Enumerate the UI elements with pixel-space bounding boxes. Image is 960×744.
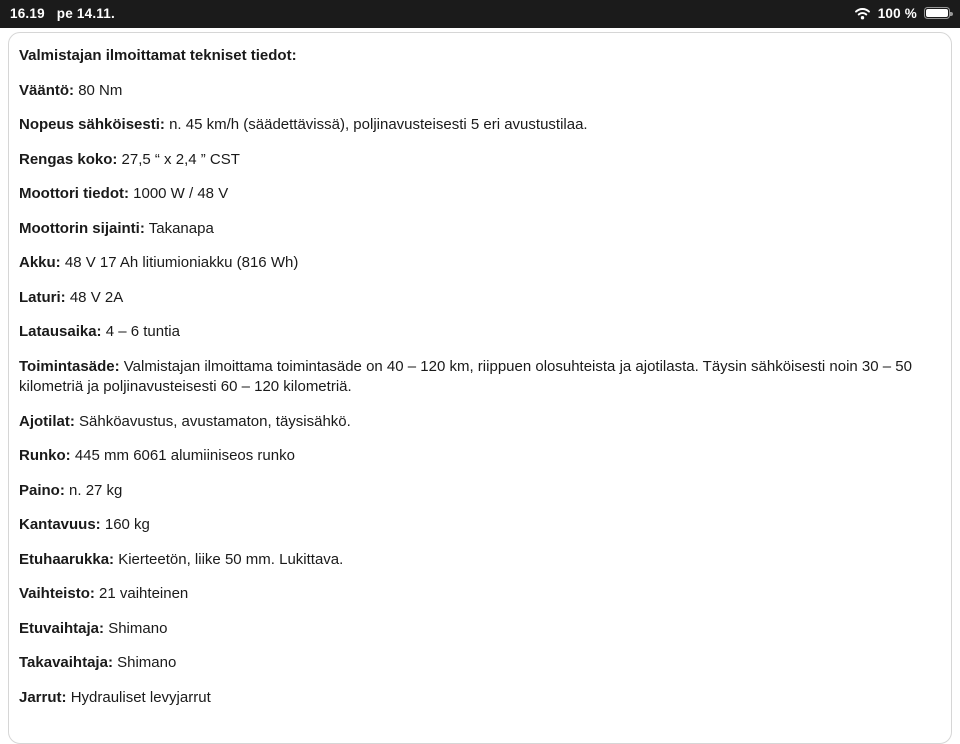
spec-label: Moottorin sijainti: [19,219,145,237]
spec-label: Latausaika: [19,323,102,340]
spec-label: Nopeus sähköisesti: [19,116,165,133]
spec-value: 445 mm 6061 alumiiniseos runko [74,447,295,464]
spec-label: Runko: [19,447,71,464]
spec-row [19,115,939,136]
spec-row [19,357,939,398]
spec-value: n. 27 kg [69,481,123,499]
status-bar-right [854,6,950,21]
spec-row [19,584,939,605]
spec-row [19,550,939,571]
spec-row [19,515,939,536]
spec-value: 160 kg [104,516,150,533]
spec-value: Takanapa [148,219,214,237]
spec-label: Etuhaarukka: [19,550,115,568]
status-date: pe 14.11. [56,5,115,21]
spec-value: 27,5 “ x 2,4 ” CST [121,150,240,168]
spec-value: 80 Nm [78,81,123,99]
spec-label: Rengas koko: [19,150,118,168]
battery-icon [924,7,950,19]
battery-cap [950,12,952,17]
spec-label: Jarrut: [19,688,67,706]
spec-value: 21 vaihteinen [99,585,189,602]
spec-row [19,688,939,709]
status-bar-left [10,6,115,21]
spec-row [19,412,939,433]
spec-value: Hydrauliset levyjarrut [70,688,211,706]
spec-label: Vääntö: [19,81,75,99]
spec-row [19,253,939,274]
spec-row [19,481,939,502]
spec-value: Kierteetön, liike 50 mm. Lukittava. [118,550,344,568]
page-title-text: Valmistajan ilmoittamat tekniset tiedot: [19,47,297,64]
spec-value: Sähköavustus, avustamaton, täysisähkö. [79,412,351,430]
spec-label: Paino: [19,481,65,499]
spec-row [19,653,939,674]
spec-value: Shimano [108,619,168,637]
spec-label: Laturi: [19,288,66,306]
spec-label: Kantavuus: [19,516,101,533]
spec-row [19,150,939,171]
spec-value: 1000 W / 48 V [133,185,229,202]
status-bar [0,0,960,28]
battery-percent: 100 % [877,5,917,21]
spec-label: Akku: [19,254,61,271]
spec-label: Toimintasäde: [19,357,120,375]
spec-value: n. 45 km/h (säädettävissä), poljinavusteisesti 5 eri avustustilaa. [169,116,588,133]
spec-row [19,446,939,467]
spec-value: Valmistajan ilmoittama toimintasäde on 40 – 120 km, riippuen olosuhteista ja ajotilasta. Täysin sähköisesti noin 30 – 50 kilometriä ja poljinavusteisesti 60 – 120 kilometriä. [19,357,912,395]
specs-list [19,81,939,709]
spec-row [19,288,939,309]
page-title [19,46,939,67]
spec-label: Vaihteisto: [19,585,95,602]
spec-row [19,184,939,205]
status-time: 16.19 [10,5,45,21]
spec-value: Shimano [117,654,177,671]
spec-row [19,322,939,343]
spec-row [19,219,939,240]
spec-row [19,81,939,102]
wifi-icon [854,7,871,20]
spec-value: 48 V 2A [69,288,124,306]
spec-label: Takavaihtaja: [19,654,113,671]
spec-label: Etuvaihtaja: [19,619,105,637]
battery-fill [926,9,948,17]
content-card[interactable] [8,32,952,744]
spec-label: Moottori tiedot: [19,185,129,202]
spec-value: 4 – 6 tuntia [105,323,180,340]
spec-label: Ajotilat: [19,412,75,430]
spec-row [19,619,939,640]
spec-value: 48 V 17 Ah litiumioniakku (816 Wh) [64,254,299,271]
